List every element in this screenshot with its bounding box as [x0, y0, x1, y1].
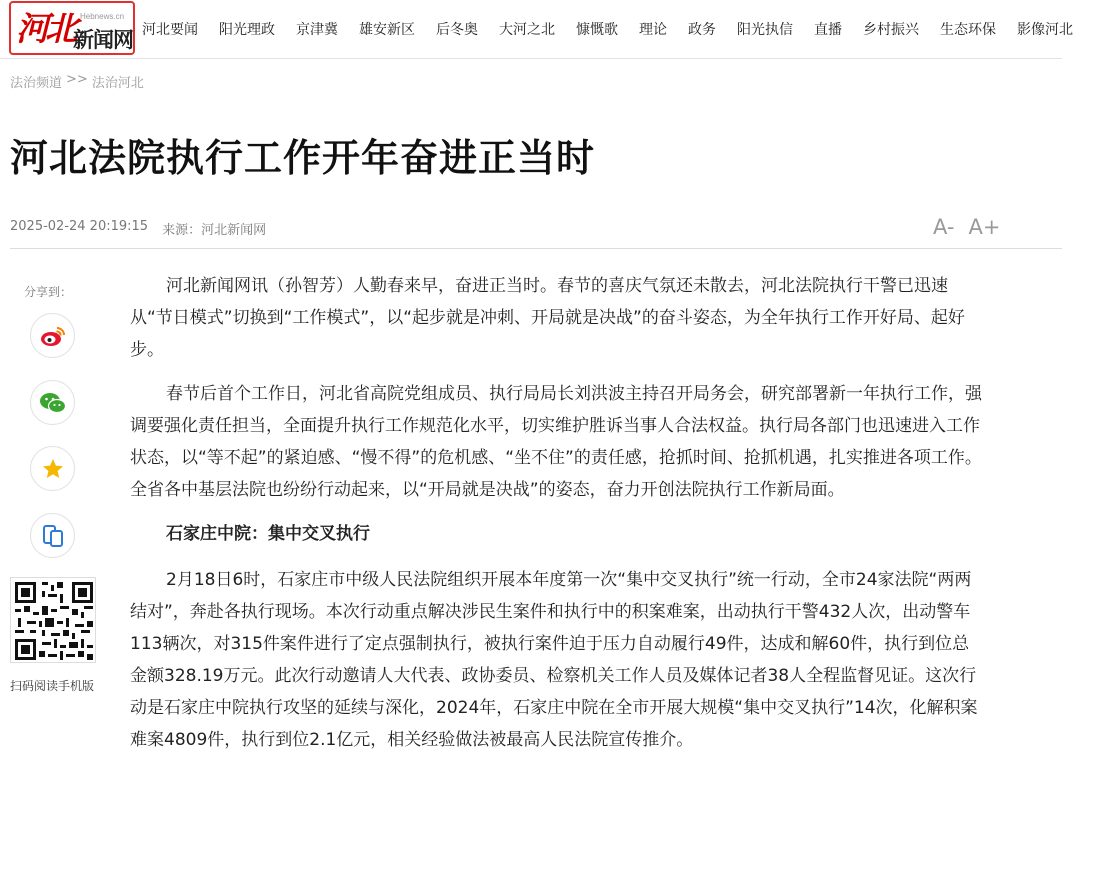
nav-item[interactable]: 后冬奥 — [436, 22, 478, 38]
mobile-qr-code — [10, 577, 96, 663]
font-decrease-button[interactable]: A- — [933, 215, 955, 239]
nav-item[interactable]: 生态环保 — [940, 22, 996, 38]
article-body — [130, 270, 984, 768]
qr-code-label: 扫码阅读手机版 — [10, 679, 95, 693]
article-source: 来源：河北新闻网 — [162, 223, 267, 238]
share-label: 分享到： — [24, 285, 73, 299]
nav-item[interactable]: 河北要闻 — [142, 22, 198, 38]
share-weibo-button[interactable] — [30, 313, 75, 358]
share-mobile-button[interactable] — [30, 513, 75, 558]
share-favorite-button[interactable] — [30, 446, 75, 491]
header-divider — [10, 248, 1062, 249]
qr-code-icon — [15, 582, 93, 660]
nav-item[interactable]: 直播 — [814, 22, 842, 38]
breadcrumb-channel-link[interactable]: 法治频道 — [10, 76, 63, 91]
logo-site-name: 新闻网 — [73, 28, 133, 52]
main-nav — [142, 0, 1094, 58]
breadcrumb — [10, 72, 144, 91]
font-increase-button[interactable]: A+ — [968, 215, 1001, 239]
wechat-icon — [39, 391, 67, 415]
nav-item[interactable]: 乡村振兴 — [863, 22, 919, 38]
nav-item[interactable]: 阳光理政 — [219, 22, 275, 38]
logo-domain-text: Hebnews.cn — [80, 12, 125, 21]
nav-item[interactable]: 雄安新区 — [359, 22, 415, 38]
publish-datetime: 2025-02-24 20:19:15 — [10, 219, 149, 234]
site-logo[interactable] — [9, 1, 135, 55]
nav-item[interactable]: 京津冀 — [296, 22, 338, 38]
article-paragraph: 春节后首个工作日，河北省高院党组成员、执行局局长刘洪波主持召开局务会，研究部署新一年执行工作，强调要强化责任担当，全面提升执行工作规范化水平，切实维护胜诉当事人合法权益。执行局各部门也迅速进入工作状态，以“等不起”的紧迫感、“慢不得”的危机感、“坐不住”的责任感，抢抓时间、抢抓机遇，扎实推进各项工作。全省各中基层法院也纷纷行动起来，以“开局就是决战”的姿态，奋力开创法院执行工作新局面。 — [130, 384, 982, 500]
top-navigation-bar — [0, 0, 1073, 59]
nav-item[interactable]: 阳光执信 — [737, 22, 793, 38]
article-paragraph: 2月18日6时，石家庄市中级人民法院组织开展本年度第一次“集中交叉执行”统一行动，全市24家法院“两两结对”，奔赴各执行现场。本次行动重点解决涉民生案件和执行中的积案难案，出动执行干警432人次，出动警车113辆次，对315件案件进行了定点强制执行，被执行案件迫于压力自动履行49件，达成和解60件，执行到位总金额328.19万元。此次行动邀请人大代表、政协委员、检察机关工作人员及媒体记者38人全程监督见证。这次行动是石家庄中院执行攻坚的延续与深化，2024年，石家庄中院在全市开展大规模“集中交叉执行”14次，化解积案难案4809件，执行到位2.1亿元，相关经验做法被最高人民法院宣传推介。 — [130, 570, 978, 750]
nav-item[interactable]: 影像河北 — [1017, 22, 1073, 38]
nav-item[interactable]: 大河之北 — [499, 22, 555, 38]
breadcrumb-section-link[interactable]: 法治河北 — [91, 76, 144, 91]
article-subheading: 石家庄中院：集中交叉执行 — [166, 524, 370, 544]
article-title: 河北法院执行工作开年奋进正当时 — [10, 136, 596, 180]
share-wechat-button[interactable] — [30, 380, 75, 425]
nav-item[interactable]: 理论 — [639, 22, 667, 38]
favorite-star-icon — [41, 457, 65, 481]
weibo-icon — [40, 325, 66, 347]
font-size-controls — [933, 215, 1000, 239]
article-meta — [10, 219, 266, 238]
breadcrumb-separator: >> — [66, 72, 88, 87]
nav-item[interactable]: 政务 — [688, 22, 716, 38]
article-paragraph: 河北新闻网讯（孙智芳）人勤春来早，奋进正当时。春节的喜庆气氛还未散去，河北法院执行干警已迅速从“节日模式”切换到“工作模式”，以“起步就是冲刺、开局就是决战”的奋斗姿态，为全年执行工作开好局、起好步。 — [130, 276, 965, 360]
nav-item[interactable]: 慷慨歌 — [576, 22, 618, 38]
mobile-icon — [42, 524, 64, 548]
logo-hebei-glyph: 河北 — [16, 9, 74, 48]
